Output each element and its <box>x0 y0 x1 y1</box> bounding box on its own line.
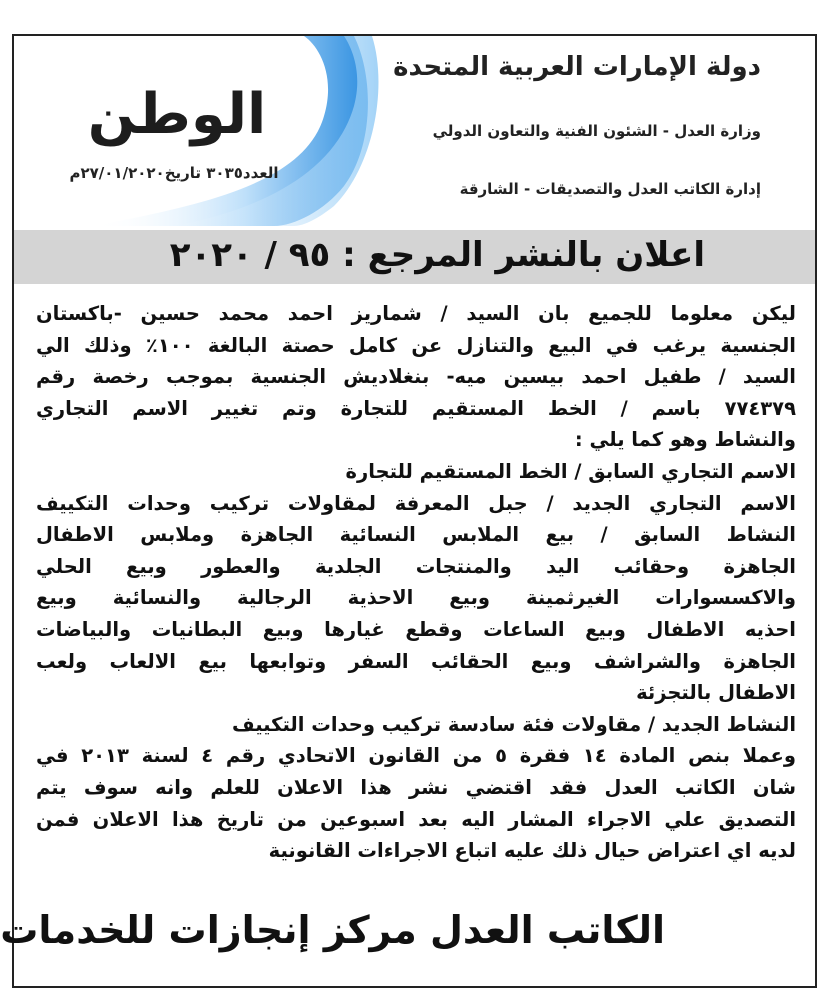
body-line: شان الكاتب العدل فقد اقتضي نشر هذا الاعلان للعلم وانه سوف يتم <box>36 775 796 799</box>
signature-footer: الكاتب العدل مركز إنجازات للخدمات <box>0 908 665 952</box>
body-line: السيد / طفيل احمد بيسين ميه- بنغلاديش الجنسية بموجب رخصة رقم <box>36 365 796 389</box>
country-title: دولة الإمارات العربية المتحدة <box>393 52 761 82</box>
ministry-line: وزارة العدل - الشئون الفنية والتعاون الدولي <box>432 122 761 140</box>
body-line: وعملا بنص المادة ١٤ فقرة ٥ من القانون الاتحادي رقم ٤ لسنة ٢٠١٣ في <box>36 744 796 768</box>
body-line: لديه اي اعتراض حيال ذلك عليه اتباع الاجراءات القانونية <box>268 839 796 863</box>
body-line: النشاط السابق / بيع الملابس النسائية الجاهزة وملابس الاطفال <box>36 523 796 547</box>
body-line: الاسم التجاري الجديد / جبل المعرفة لمقاولات تركيب وحدات التكييف <box>36 491 796 515</box>
body-line: الجاهزة والشراشف وبيع الحقائب السفر وتوابعها بيع الالعاب ولعب <box>36 649 796 673</box>
advertisement-frame <box>0 34 817 988</box>
notice-body <box>36 298 796 867</box>
issue-date: العدد٣٠٣٥ تاريخ٢٧/٠١/٢٠٢٠م <box>69 164 279 182</box>
notice-banner <box>14 230 815 284</box>
body-line: والنشاط وهو كما يلي : <box>574 428 796 452</box>
newspaper-logo: الوطن <box>87 82 267 147</box>
body-line: الجنسية يرغب في البيع والتنازل عن كامل حصتة البالغة ١٠٠٪ وذلك الي <box>36 333 796 357</box>
body-line: احذيه الاطفال وبيع الساعات وقطع غيارها وبيع البطانيات والبياضات <box>36 617 796 641</box>
header <box>14 36 815 226</box>
body-line: الاطفال بالتجزئة <box>636 681 796 705</box>
body-line: والاكسسوارات الغيرثمينة وبيع الاحذية الرجالية والنسائية وبيع <box>36 586 796 610</box>
body-line: النشاط الجديد / مقاولات فئة سادسة تركيب وحدات التكييف <box>231 712 796 736</box>
department-line: إدارة الكاتب العدل والتصديقات - الشارقة <box>459 180 761 198</box>
body-line: الاسم التجاري السابق / الخط المستقيم للتجارة <box>345 459 796 483</box>
notice-title: اعلان بالنشر المرجع : ٩٥ / ٢٠٢٠ <box>169 235 705 275</box>
body-line: ٧٧٤٣٧٩ باسم / الخط المستقيم للتجارة وتم تغيير الاسم التجاري <box>36 396 796 420</box>
body-line: الجاهزة وحقائب اليد والمنتجات الجلدية والعطور وبيع الحلي <box>36 554 796 578</box>
body-line: ليكن معلوما للجميع بان السيد / شماريز احمد محمد حسين -باكستان <box>36 302 796 325</box>
body-line: التصديق علي الاجراء المشار اليه بعد اسبوعين من تاريخ هذا الاعلان فمن <box>36 807 796 831</box>
